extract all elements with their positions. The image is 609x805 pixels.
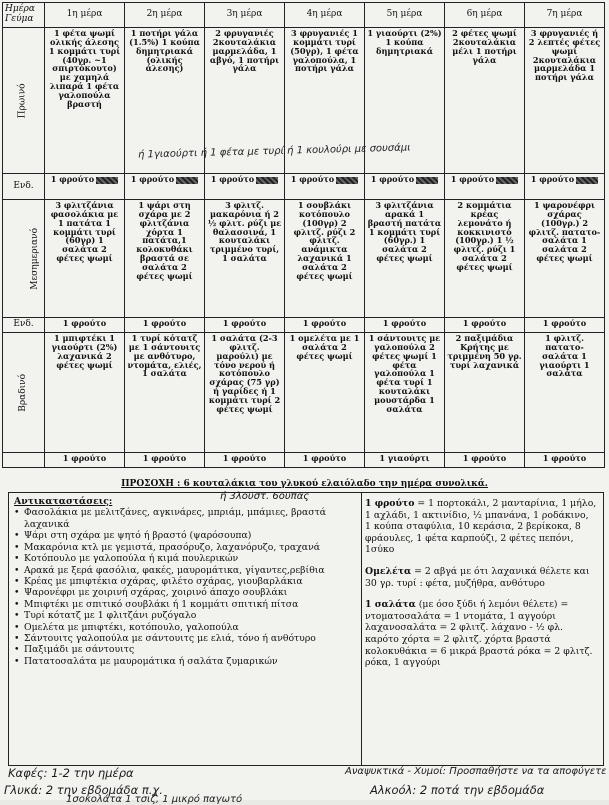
row-label: Βραδινό — [3, 333, 45, 453]
table-cell: 1 γιαούρτι — [365, 453, 445, 468]
table-cell: 1 φρούτο — [285, 453, 365, 468]
table-cell: 1 φρούτο — [125, 453, 205, 468]
list-item: • Κοτόπουλο με γαλοπούλα ή κιμά πουλερικών — [14, 553, 354, 564]
handwritten-sweets: Γλυκά: 2 την εβδομάδα π.χ. — [4, 783, 163, 797]
table-cell: 1 φέτα ψωμί ολικής άλεσης 1 κομμάτι τυρί (40γρ. ~1 σπιρτόκουτο) με χαμηλά λιπαρά 1 φέτα γαλοπούλα βραστή — [45, 28, 125, 174]
list-item: • Ψάρι στη σχάρα με ψητό ή βραστό (ψαρόσουπα) — [14, 530, 354, 541]
list-item: • Μπιφτέκι με σπιτικό σουβλάκι ή 1 κομμάτι σπιτική πίτσα — [14, 599, 354, 610]
scribble-mark — [576, 177, 598, 184]
row-label — [3, 453, 45, 468]
equivalents — [365, 498, 597, 679]
table-cell: 1 φρούτο — [445, 318, 525, 333]
table-cell: 3 φρυγανιές ή 2 λεπτές φέτες ψωμί 2κουταλάκια μαρμελάδα 1 ποτήρι γάλα — [525, 28, 605, 174]
table-cell: 1 φρούτο — [525, 318, 605, 333]
table-cell: 1 φρούτο — [365, 318, 445, 333]
row-label: Ενδ. — [3, 174, 45, 200]
salad-equivalents: 1 σαλάτα (με όσο ξύδι ή λεμόνι θέλετε) = ντοματοσαλάτα = 1 ντομάτα, 1 αγγούρι λαχανοσαλάτα = 2 φλιτζ. λάχανο - ½ φλ. καρότο χόρτα = 2 φλιτζ. χόρτα βραστά κολοκυθάκια = 6 μικρά βραστά ρόκα = 2 φλιτζ. ρόκα, 1 αγγούρι — [365, 599, 593, 669]
table-cell: 1 φρούτο — [205, 453, 285, 468]
day-header: 4η μέρα — [285, 3, 365, 28]
table-cell: 2 φέτες ψωμί 2κουταλάκια μέλι 1 ποτήρι γάλα — [445, 28, 525, 174]
day-header: 2η μέρα — [125, 3, 205, 28]
omelette-equivalents: Ομελέτα = 2 αβγά με ότι λαχανικά θέλετε και 30 γρ. τυρί : φέτα, μυζήθρα, ανθότυρο — [365, 566, 590, 589]
scribble-mark — [256, 177, 278, 184]
table-cell: 1 φρούτο — [205, 318, 285, 333]
table-cell: 1 φρούτο — [285, 174, 365, 200]
scribble-mark — [416, 177, 438, 184]
table-cell: 1 φρούτο — [125, 318, 205, 333]
olive-oil-warning: ΠΡΟΣΟΧΗ : 6 κουταλάκια του γλυκού ελαιόλαδο την ημέρα συνολικά. — [121, 479, 488, 489]
table-cell: 3 φρυγανιές 1 κομμάτι τυρί (50γρ), 1 φέτα γαλοπούλα, 1 ποτήρι γάλα — [285, 28, 365, 174]
list-item: • Τυρί κότατζ με 1 φλιτζάνι ρυζόγαλο — [14, 610, 354, 621]
table-cell: 1 φρούτο — [525, 453, 605, 468]
table-cell: 1 φρούτο — [285, 318, 365, 333]
scribble-mark — [336, 177, 358, 184]
table-row-snack — [3, 453, 605, 468]
list-item: • Αρακά με ξερά φασόλια, φακές, μαυρομάτικα, γίγαντες,ρεβίθια — [14, 565, 354, 576]
table-cell: 1 φρούτο — [45, 318, 125, 333]
handwritten-coffee: Καφές: 1-2 την ημέρα — [8, 766, 134, 780]
fruit-equivalents: 1 φρούτο = 1 πορτοκάλι, 2 μανταρίνια, 1 μήλο, 1 αχλάδι, 1 ακτινίδιο, ½ μπανάνα, 1 ροδάκινο, 1 κούπα σταφύλια, 10 κεράσια, 2 βερίκοκα, 8 φράουλες, 1 φέτα καρπούζι, 2 φέτες πεπόνι, 1σύκο — [365, 498, 597, 556]
day-header: 7η μέρα — [525, 3, 605, 28]
table-cell: 1 σουβλάκι κοτόπουλο (100γρ) 2 φλιτζ. ρύζι 2 φλιτζ. ανάμικτα λαχανικά 1 σαλάτα 2 φέτες ψωμί — [285, 200, 365, 318]
table-cell: 1 ψαρονέφρι σχάρας (100γρ.) 2 φλιτζ. πατατο- σαλάτα 1 σαλάτα 2 φέτες ψωμί — [525, 200, 605, 318]
table-cell: 2 φρυγανιές 2κουταλάκια μαρμελάδα, 1 αβγό, 1 ποτήρι γάλα — [205, 28, 285, 174]
row-label: Πρωινό — [3, 28, 45, 174]
table-cell: 1 σαλάτα (2-3 φλιτζ. μαρούλι) με τόνο νερού ή κοτόπουλο σχάρας (75 γρ) ή γαρίδες ή 1 κομμάτι τυρί 2 φέτες ψωμί — [205, 333, 285, 453]
column-divider — [361, 493, 362, 765]
table-cell: 3 φλιτζ. μακαρόνια ή 2 ½ φλιτ. ρύζι με θαλασσινά, 1 κουταλάκι τριμμένο τυρί, 1 σαλάτα — [205, 200, 285, 318]
handwritten-sweets-examples: 1σοκολάτα 1 τσιζ, 1 μικρό παγωτό — [66, 794, 243, 805]
scribble-mark — [176, 177, 198, 184]
row-label: Ενδ. — [3, 318, 45, 333]
table-header-row — [3, 3, 605, 28]
handwritten-soft-drinks: Αναψυκτικά - Χυμοί: Προσπαθήστε να τα αποφύγετε — [345, 766, 607, 777]
table-cell: 1 ποτήρι γάλα (1.5%) 1 κούπα δημητριακά (ολικής άλεσης) — [125, 28, 205, 174]
list-item: • Κρέας με μπιφτέκια σχάρας, φιλέτο σχάρας, γιουβαρλάκια — [14, 576, 354, 587]
list-item: • Ψαρονέφρι με χοιρινή σχάρας, χοιρινό άπαχο σουβλάκι — [14, 587, 354, 598]
handwritten-note: ή 1γιαούρτι ή 1 φέτα με τυρί ή 1 κουλούρι με σουσάμι — [137, 142, 411, 161]
list-item: • Πατατοσαλάτα με μαυρομάτικα ή σαλάτα ζυμαρικών — [14, 656, 354, 667]
table-row-snack — [3, 318, 605, 333]
table-cell: 1 φρούτο — [525, 174, 605, 200]
table-cell: 1 μπιφτέκι 1 γιαούρτι (2%) λαχανικά 2 φέτες ψωμί — [45, 333, 125, 453]
table-cell: 1 γιαούρτι (2%) 1 κούπα δημητριακά — [365, 28, 445, 174]
table-cell: 1 φλιτζ. πατατο- σαλάτα 1 γιαούρτι 1 σαλάτα — [525, 333, 605, 453]
scribble-mark — [96, 177, 118, 184]
table-cell: 2 παξιμάδια Κρήτης με τριμμένη 50 γρ. τυρί λαχανικά — [445, 333, 525, 453]
table-cell: 1 φρούτο — [365, 174, 445, 200]
table-cell: 3 φλιτζάνια φασολάκια με 1 πατάτα 1 κομμάτι τυρί (60γρ) 1 σαλάτα 2 φέτες ψωμί — [45, 200, 125, 318]
list-item: • Ομελέτα με μπιφτέκι, κοτόπουλο, γαλοπούλα — [14, 622, 354, 633]
substitutions-list — [14, 496, 354, 667]
table-corner: Ημέρα Γεύμα — [3, 3, 45, 28]
table-cell: 1 φρούτο — [45, 453, 125, 468]
table-cell: 1 φρούτο — [445, 174, 525, 200]
table-row-dinner — [3, 333, 605, 453]
handwritten-note: ή 3λουστ. 6ουπας — [220, 491, 310, 502]
table-cell: 1 σάντουιτς με γαλοπούλα 2 φέτες ψωμί 1 φέτα γαλοπούλα 1 φέτα τυρί 1 κουταλάκι μουστάρδα 1 σαλάτα — [365, 333, 445, 453]
table-cell: 3 φλιτζάνια αρακά 1 βραστή πατάτα 1 κομμάτι τυρί (60γρ.) 1 σαλάτα 2 φέτες ψωμί — [365, 200, 445, 318]
handwritten-alcohol: Αλκοόλ: 2 ποτά την εβδομάδα — [370, 783, 545, 797]
substitutions-title: Αντικαταστάσεις: — [14, 496, 113, 507]
row-label: Μεσημεριανό — [3, 200, 45, 318]
list-item: • Μακαρόνια κτλ με γεμιστά, πρασόρυζο, λαχανόρυζο, τραχανά — [14, 542, 354, 553]
table-cell: 1 ψάρι στη σχάρα με 2 φλιτζάνια χόρτα 1 πατάτα,1 κολοκυθάκι βραστά σε σαλάτα 2 φέτες ψωμί — [125, 200, 205, 318]
table-cell: 1 φρούτο — [45, 174, 125, 200]
day-header: 1η μέρα — [45, 3, 125, 28]
table-row-lunch — [3, 200, 605, 318]
scribble-mark — [496, 177, 518, 184]
list-item: • Φασολάκια με μελιτζάνες, αγκινάρες, μπριάμ, μπάμιες, βραστά λαχανικά — [14, 507, 354, 530]
list-item: • Σάντουιτς γαλοπούλα με σάντουιτς με ελιά, τόνο ή ανθότυρο — [14, 633, 354, 644]
weekly-meal-table — [2, 2, 605, 468]
table-cell: 1 τυρί κότατζ με 1 σάντουιτς με ανθότυρο, ντομάτα, ελιές, 1 σαλάτα — [125, 333, 205, 453]
day-header: 5η μέρα — [365, 3, 445, 28]
table-cell: 1 ομελέτα με 1 σαλάτα 2 φέτες ψωμί — [285, 333, 365, 453]
day-header: 6η μέρα — [445, 3, 525, 28]
table-cell: 1 φρούτο — [445, 453, 525, 468]
list-item: • Παξιμάδι με σάντουιτς — [14, 644, 354, 655]
day-header: 3η μέρα — [205, 3, 285, 28]
table-cell: 2 κομμάτια κρέας λεμονάτο ή κοκκινιστό (100γρ.) 1 ½ φλιτζ. ρύζι 1 σαλάτα 2 φέτες ψωμί — [445, 200, 525, 318]
table-cell: 1 φρούτο — [125, 174, 205, 200]
table-cell: 1 φρούτο — [205, 174, 285, 200]
table-row-snack — [3, 174, 605, 200]
